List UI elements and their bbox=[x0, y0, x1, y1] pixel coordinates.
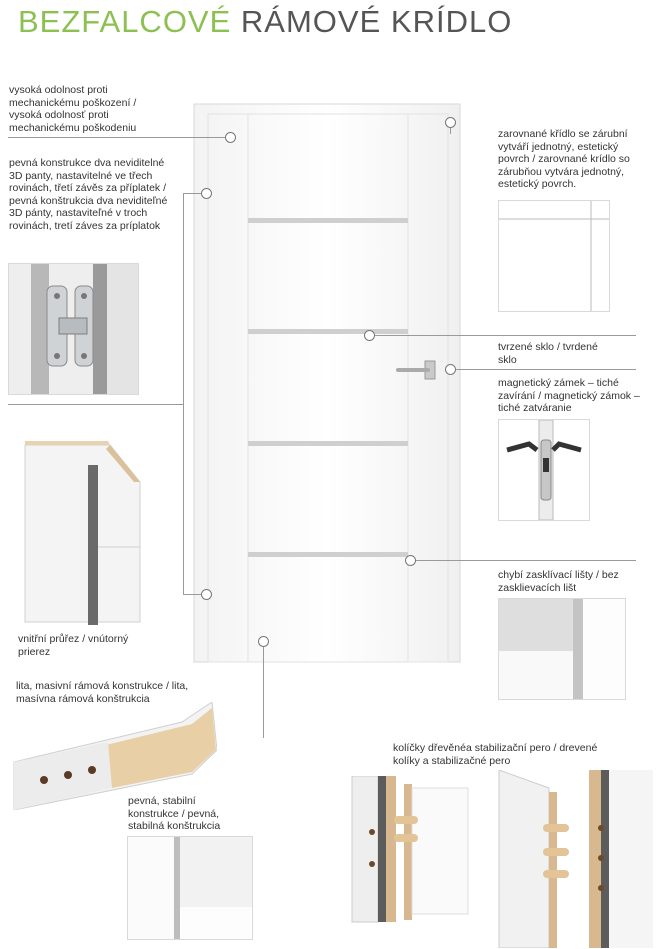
line-construction-a bbox=[8, 404, 184, 405]
label-resistance: vysoká odolnost proti mechanickému poškození / vysoká odolnosť proti mechanickému poškodeniu bbox=[9, 84, 137, 134]
dowel-photo-2 bbox=[497, 770, 657, 948]
lock-photo bbox=[498, 419, 590, 521]
callout-dot bbox=[201, 589, 212, 600]
hinge-photo bbox=[8, 263, 139, 395]
line-glass bbox=[370, 335, 636, 336]
line-frame bbox=[263, 642, 264, 738]
callout-dot bbox=[258, 636, 269, 647]
line-lock bbox=[450, 369, 636, 370]
door-frame bbox=[194, 104, 460, 662]
stable-photo bbox=[127, 836, 253, 940]
page-title bbox=[18, 4, 512, 40]
line-construction-b bbox=[183, 193, 184, 595]
title-green: BEZFALCOVÉ bbox=[18, 4, 232, 39]
glass-strip-2 bbox=[248, 329, 408, 334]
label-glass: tvrzené sklo / tvrdené sklo bbox=[498, 341, 598, 366]
label-stable: pevná, stabilní konstrukce / pevná, stabilná konštrukcia bbox=[128, 795, 221, 832]
callout-dot bbox=[364, 330, 375, 341]
flush-diagram bbox=[498, 200, 610, 312]
label-lock: magnetický zámek – tiché zavírání / magnetický zámok – tiché zatváranie bbox=[498, 377, 640, 414]
label-flush: zarovnané křídlo se zárubní vytváří jednotný, estetický povrch / zarovnané krídlo so zárubňou vytvára jednotný, estetický povrch. bbox=[498, 128, 630, 190]
no-beads-photo bbox=[498, 598, 626, 700]
callout-dot bbox=[405, 555, 416, 566]
label-construction: pevná konstrukce dva neviditelné 3D panty, nastavitelné ve třech rovinách, třetí závěs za příplatek / pevná konštrukcia dva neviditeľné 3D pánty, nastaviteľné v troch rovinách, tretí záves za príplatok bbox=[9, 157, 168, 232]
label-frame: lita, masivní rámová konstrukce / lita, masívna rámová konštrukcia bbox=[16, 680, 189, 705]
callout-dot bbox=[225, 132, 236, 143]
glass-strip-1 bbox=[248, 218, 408, 223]
label-cross-section: vnitřní průřez / vnútorný prierez bbox=[18, 633, 129, 658]
line-resistance bbox=[8, 137, 230, 138]
label-no-beads: chybí zasklívací lišty / bez zasklievacích lišt bbox=[498, 569, 619, 594]
dowel-photo-1 bbox=[350, 776, 470, 924]
line-beads bbox=[410, 560, 636, 561]
callout-dot bbox=[201, 188, 212, 199]
callout-dot bbox=[445, 117, 456, 128]
cross-section-illustration bbox=[20, 437, 145, 625]
glass-strip-4 bbox=[248, 552, 408, 557]
title-dark: RÁMOVÉ KRÍDLO bbox=[240, 4, 513, 39]
glass-strip-3 bbox=[248, 441, 408, 446]
frame-section-illustration bbox=[12, 702, 217, 810]
door-illustration bbox=[190, 100, 465, 665]
callout-dot bbox=[445, 364, 456, 375]
label-dowels: kolíčky dřevěnéa stabilizační pero / drevené kolíky a stabilizačné pero bbox=[393, 742, 598, 767]
